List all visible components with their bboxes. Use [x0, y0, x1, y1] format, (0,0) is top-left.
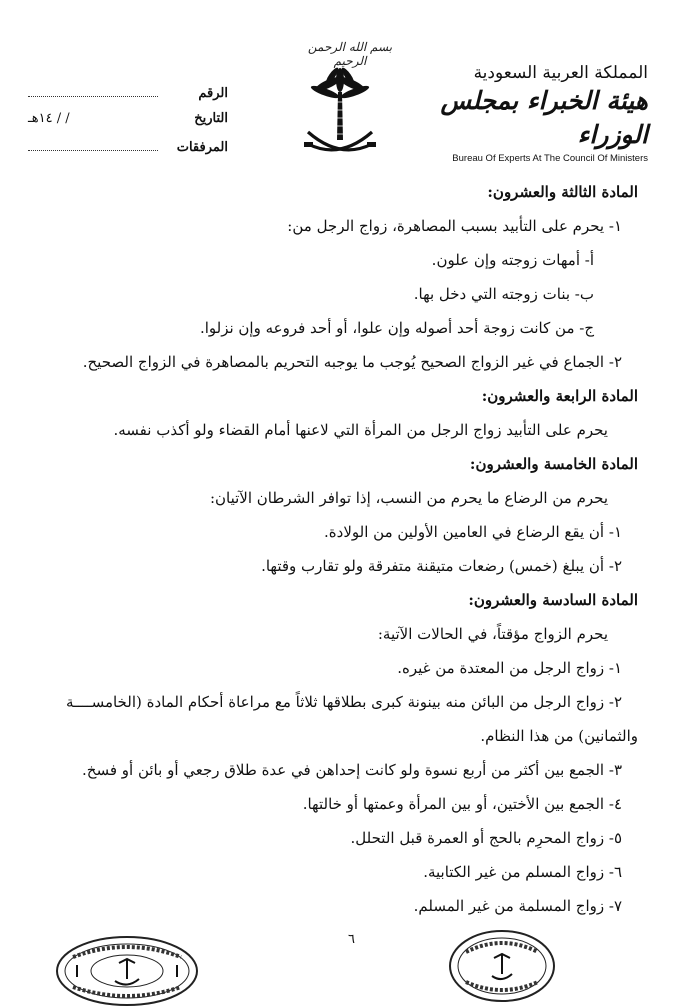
letterhead	[418, 62, 648, 164]
article-23-clause-1: ١- يحرم على التأبيد بسبب المصاهرة، زواج الرجل من:	[287, 217, 622, 235]
page-number: ٦	[348, 932, 355, 947]
article-23-clause-1c: ج- من كانت زوجة أحد أصوله وإن علوا، أو أحد فروعه وإن نزلوا.	[199, 319, 594, 337]
article-24-heading: المادة الرابعة والعشرون:	[481, 387, 638, 405]
palm-swords-emblem-icon	[300, 62, 380, 162]
basmala: بسم الله الرحمن الرحيم	[307, 40, 393, 68]
number-label: الرقم	[198, 86, 228, 101]
article-25-clause-2: ٢- أن يبلغ (خمس) رضعات متيقنة متفرقة ولو تقارب وقتها.	[261, 557, 622, 575]
attachments-field	[28, 138, 158, 151]
official-seal-right-icon	[448, 928, 556, 1003]
article-23-clause-2: ٢- الجماع في غير الزواج الصحيح يُوجب ما يوجبه التحريم بالمصاهرة في الزواج الصحيح.	[82, 353, 622, 371]
attachments-row	[28, 138, 228, 165]
article-23-clause-1b: ب- بنات زوجته التي دخل بها.	[413, 285, 594, 303]
article-26-clause-7: ٧- زواج المسلمة من غير المسلم.	[413, 897, 622, 915]
article-25-text: يحرم من الرضاع ما يحرم من النسب، إذا توافر الشرطان الآتيان:	[209, 489, 608, 507]
article-26-clause-2: ٢- زواج الرجل من البائن منه بينونة كبرى بطلاقها ثلاثاً مع مراعاة أحكام المادة (الخامســــة	[65, 693, 622, 711]
attachments-label: المرفقات	[176, 140, 228, 155]
article-26-clause-4: ٤- الجمع بين الأختين، أو بين المرأة وعمتها أو خالتها.	[302, 795, 622, 813]
article-26-clause-6: ٦- زواج المسلم من غير الكتابية.	[423, 863, 622, 881]
official-seal-left-icon	[55, 935, 200, 1007]
article-23-clause-1a: أ- أمهات زوجته وإن علون.	[431, 251, 594, 269]
article-24-text: يحرم على التأبيد زواج الرجل من المرأة التي لاعنها أمام القضاء ولو أكذب نفسه.	[113, 421, 608, 439]
bureau-name-arabic: هيئة الخبراء بمجلس الوزراء	[440, 86, 648, 149]
article-26-clause-1: ١- زواج الرجل من المعتدة من غيره.	[397, 659, 622, 677]
bureau-name-english: Bureau Of Experts At The Council Of Ministers	[452, 153, 648, 164]
date-label: التاريخ	[194, 111, 228, 126]
kingdom-name: المملكة العربية السعودية	[473, 63, 648, 83]
article-26-clause-5: ٥- زواج المحرِم بالحج أو العمرة قبل التحلل.	[350, 829, 622, 847]
reference-block	[28, 84, 228, 165]
document-body	[40, 175, 638, 923]
article-25-clause-1: ١- أن يقع الرضاع في العامين الأولين من الولادة.	[324, 523, 622, 541]
date-row	[28, 111, 228, 138]
number-field	[28, 84, 158, 97]
article-26-clause-2-cont: والثمانين) من هذا النظام.	[480, 727, 638, 745]
date-value: / / ١٤هـ	[28, 111, 70, 126]
article-26-heading: المادة السادسة والعشرون:	[468, 591, 638, 609]
article-26-clause-3: ٣- الجمع بين أكثر من أربع نسوة ولو كانت إحداهن في عدة طلاق رجعي أو بائن أو فسخ.	[82, 761, 622, 779]
number-row	[28, 84, 228, 111]
article-23-heading: المادة الثالثة والعشرون:	[487, 183, 638, 201]
article-26-text: يحرم الزواج مؤقتاً، في الحالات الآتية:	[377, 625, 608, 643]
article-25-heading: المادة الخامسة والعشرون:	[469, 455, 638, 473]
